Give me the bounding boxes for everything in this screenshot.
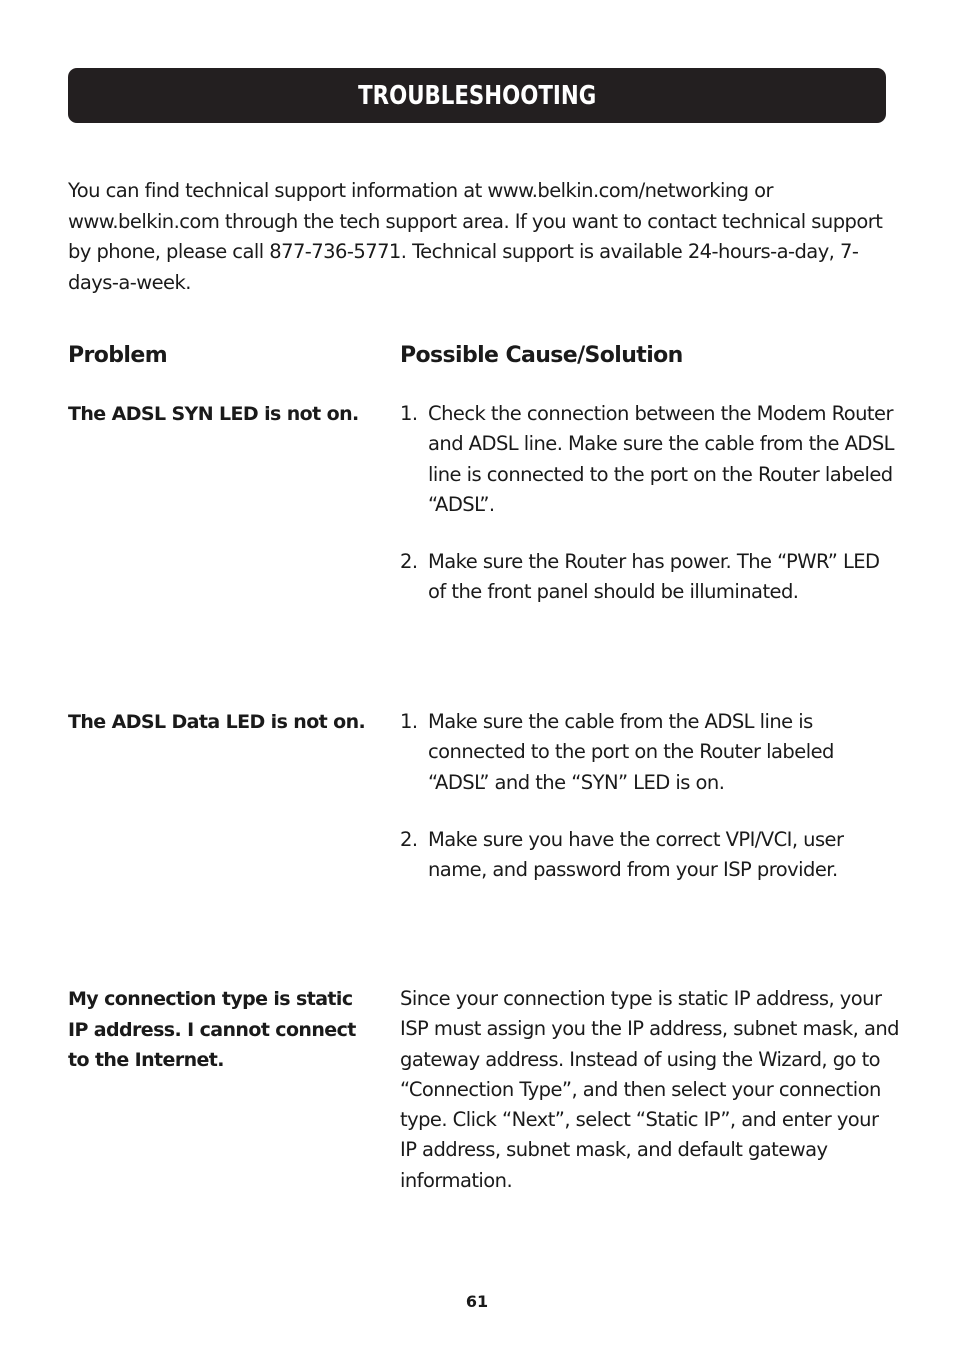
solution-list-adsl-syn: [400, 399, 900, 608]
solution-list-adsl-data: [400, 707, 900, 885]
problem-static-ip: My connection type is static IP address. I cannot connect to the Internet.: [68, 988, 356, 1071]
solution-static-ip: Since your connection type is static IP address, your ISP must assign you the IP address, subnet mask, and gateway address. Instead of using the Wizard, go to “Connection Type”, and then select your connection type. Click “Next”, select “Static IP”, and enter your IP address, subnet mask, and default gateway information.: [400, 987, 899, 1192]
solution-text: Make sure the cable from the ADSL line is connected to the port on the Router labeled “ADSL” and the “SYN” LED is on.: [428, 710, 834, 794]
solution-text: Make sure the Router has power. The “PWR” LED of the front panel should be illuminated.: [428, 550, 880, 604]
solution-item: [400, 547, 900, 608]
solution-item: [400, 399, 900, 520]
intro-paragraph: You can find technical support information at www.belkin.com/networking or www.belkin.com through the tech support area. If you want to contact technical support by phone, please call 877-736-5771. Technical support is available 24-hours-a-day, 7-days-a-week.: [68, 179, 883, 294]
problem-column-heading: Problem: [68, 343, 168, 368]
problem-adsl-data: The ADSL Data LED is not on.: [68, 711, 366, 733]
page-title: TROUBLESHOOTING: [357, 80, 597, 111]
solution-number: 1.: [400, 402, 418, 425]
solution-number: 2.: [400, 550, 418, 574]
section-header-bar: [68, 68, 886, 123]
solution-text: Check the connection between the Modem Router and ADSL line. Make sure the cable from the ADSL line is connected to the port on the Router labeled “ADSL”.: [428, 402, 894, 516]
page-number: 61: [465, 1292, 489, 1311]
problem-adsl-syn: The ADSL SYN LED is not on.: [68, 403, 359, 425]
solution-number: 2.: [400, 827, 418, 851]
solution-text: Make sure you have the correct VPI/VCI, user name, and password from your ISP provider.: [428, 827, 844, 882]
solution-item: [400, 825, 900, 886]
solution-number: 1.: [400, 710, 418, 733]
solution-column-heading: Possible Cause/Solution: [400, 343, 683, 368]
solution-item: [400, 707, 900, 798]
